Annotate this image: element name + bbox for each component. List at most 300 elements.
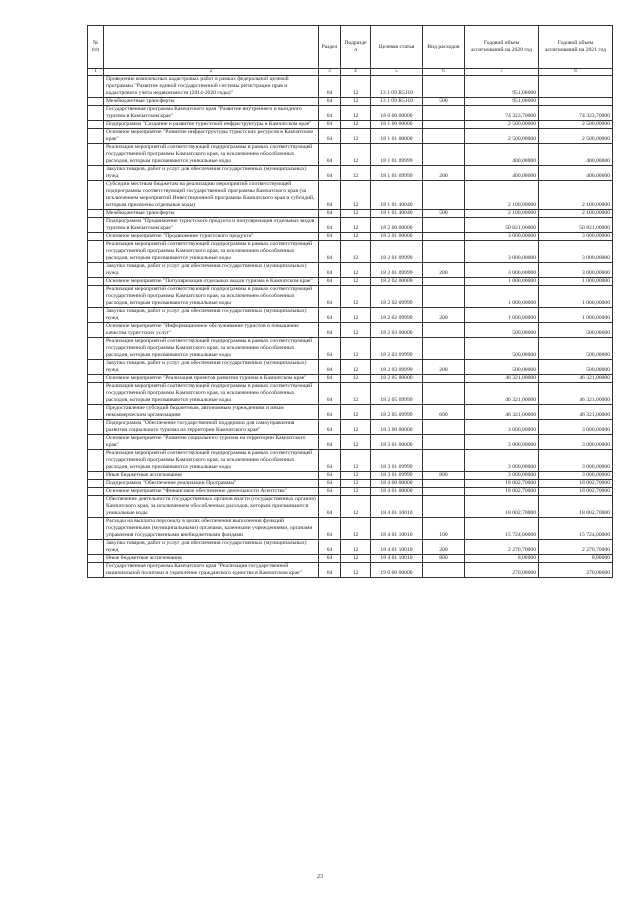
row-podrazdel-cell: 12 [341, 360, 371, 375]
row-podrazdel-cell: 12 [341, 144, 371, 166]
row-podrazdel-cell: 12 [341, 405, 371, 420]
row-2021-cell: 1 000,00000 [539, 286, 613, 308]
column-number: 2 [104, 69, 319, 76]
row-num-cell [88, 472, 104, 480]
row-podrazdel-cell: 12 [341, 278, 371, 286]
table-row [88, 129, 613, 144]
row-2020-cell: 46 321,00000 [465, 375, 539, 383]
row-razdel-cell: 04 [319, 338, 341, 360]
row-target-cell: 18 4 01 10010 [371, 518, 423, 540]
row-num-cell [88, 98, 104, 106]
column-number: 8 [539, 69, 613, 76]
table-row [88, 218, 613, 233]
row-target-cell: 18 3 01 00000 [371, 435, 423, 450]
row-2020-cell: 2 100,00000 [465, 181, 539, 210]
row-2021-cell: 46 321,00000 [539, 405, 613, 420]
row-2021-cell: 400,00000 [539, 166, 613, 181]
row-num-cell [88, 278, 104, 286]
table-header-row [88, 26, 613, 69]
row-name-cell: Проведение комплексных кадастровых работ в рамках федеральной целевой программы "Развитие единой государственной системы регистрации прав и кадастрового учета недвижимости (2014-2020 годы)" [104, 76, 319, 98]
row-num-cell [88, 480, 104, 488]
row-2020-cell: 18 002,70000 [465, 480, 539, 488]
row-name-cell: Основное мероприятие "Развитие социального туризма на территории Камчатского края" [104, 435, 319, 450]
row-target-cell: 18 1 00 00000 [371, 121, 423, 129]
row-razdel-cell: 04 [319, 360, 341, 375]
row-target-cell: 13 1 09 R5110 [371, 98, 423, 106]
row-name-cell: Межбюджетные трансферты [104, 210, 319, 218]
row-razdel-cell: 04 [319, 435, 341, 450]
row-num-cell [88, 435, 104, 450]
row-2021-cell: 74 323,70000 [539, 106, 613, 121]
row-target-cell: 18 2 03 09999 [371, 338, 423, 360]
row-razdel-cell: 04 [319, 480, 341, 488]
row-2020-cell: 400,00000 [465, 144, 539, 166]
row-num-cell [88, 210, 104, 218]
row-2020-cell: 46 321,00000 [465, 405, 539, 420]
header-target: Целевая статья [371, 26, 423, 69]
row-2021-cell: 2 500,00000 [539, 121, 613, 129]
row-2020-cell: 46 321,00000 [465, 383, 539, 405]
row-2020-cell: 3 000,00000 [465, 435, 539, 450]
row-2021-cell: 3 000,00000 [539, 263, 613, 278]
row-2020-cell: 2 100,00000 [465, 210, 539, 218]
row-2021-cell: 3 000,00000 [539, 450, 613, 472]
table-row [88, 106, 613, 121]
column-number-row [88, 69, 613, 76]
row-2020-cell: 3 000,00000 [465, 420, 539, 435]
row-name-cell: Государственная программа Камчатского края "Развитие внутреннего и въездного туризма в Камчатском крае" [104, 106, 319, 121]
row-vid-cell: 200 [423, 166, 465, 181]
table-row [88, 263, 613, 278]
row-2021-cell: 2 100,00000 [539, 181, 613, 210]
table-row [88, 323, 613, 338]
row-num-cell [88, 233, 104, 241]
row-razdel-cell: 04 [319, 121, 341, 129]
row-2020-cell: 3 000,00000 [465, 263, 539, 278]
row-2020-cell: 74 323,70000 [465, 106, 539, 121]
row-razdel-cell: 04 [319, 286, 341, 308]
row-name-cell: Основное мероприятие "Реализация проектов развития туризма в Камчатском крае" [104, 375, 319, 383]
row-target-cell: 18 2 03 09999 [371, 360, 423, 375]
row-target-cell: 18 1 01 09999 [371, 166, 423, 181]
row-target-cell: 18 2 02 09999 [371, 308, 423, 323]
row-target-cell: 18 4 00 00000 [371, 480, 423, 488]
row-2021-cell [539, 98, 613, 106]
row-2021-cell: 46 321,00000 [539, 383, 613, 405]
row-podrazdel-cell: 12 [341, 496, 371, 518]
row-num-cell [88, 375, 104, 383]
row-podrazdel-cell: 12 [341, 76, 371, 98]
row-2021-cell: 46 321,00000 [539, 375, 613, 383]
row-name-cell: Закупка товаров, работ и услуг для обеспечения государственных (муниципальных) нужд [104, 166, 319, 181]
row-target-cell: 18 0 00 00000 [371, 106, 423, 121]
row-podrazdel-cell: 12 [341, 472, 371, 480]
row-num-cell [88, 420, 104, 435]
row-vid-cell [423, 563, 465, 578]
row-2020-cell: 500,00000 [465, 323, 539, 338]
row-2020-cell: 50 821,00000 [465, 218, 539, 233]
table-row [88, 98, 613, 106]
row-num-cell [88, 129, 104, 144]
row-podrazdel-cell: 12 [341, 338, 371, 360]
table-row [88, 383, 613, 405]
row-vid-cell [423, 121, 465, 129]
row-vid-cell [423, 76, 465, 98]
row-name-cell: Предоставление субсидий бюджетным, автономным учреждениям и иным некоммерческим организациям [104, 405, 319, 420]
row-2021-cell: 18 002,70000 [539, 496, 613, 518]
row-target-cell: 18 2 03 00000 [371, 323, 423, 338]
row-num-cell [88, 286, 104, 308]
row-2020-cell: 1 000,00000 [465, 308, 539, 323]
table-row [88, 241, 613, 263]
row-razdel-cell: 04 [319, 518, 341, 540]
header-2021: Годовой объем ассигнований на 2021 год [539, 26, 613, 69]
row-2021-cell: 3 000,00000 [539, 435, 613, 450]
row-2021-cell: 8,00000 [539, 555, 613, 563]
row-vid-cell: 100 [423, 518, 465, 540]
column-number: 1 [88, 69, 104, 76]
row-vid-cell [423, 218, 465, 233]
row-target-cell: 18 1 01 09999 [371, 144, 423, 166]
table-row [88, 496, 613, 518]
row-2020-cell: 2 500,00000 [465, 121, 539, 129]
row-razdel-cell: 04 [319, 76, 341, 98]
row-razdel-cell: 04 [319, 241, 341, 263]
row-vid-cell [423, 375, 465, 383]
row-podrazdel-cell: 12 [341, 375, 371, 383]
row-target-cell: 18 2 00 00000 [371, 218, 423, 233]
row-razdel-cell: 04 [319, 383, 341, 405]
row-2020-cell: 500,00000 [465, 338, 539, 360]
row-vid-cell [423, 278, 465, 286]
row-podrazdel-cell: 12 [341, 233, 371, 241]
header-2020: Годовой объем ассигнований на 2020 год [465, 26, 539, 69]
column-number: 5 [371, 69, 423, 76]
row-2021-cell: 15 724,00000 [539, 518, 613, 540]
row-name-cell: Обеспечение деятельности государственных органов власти (государственных органов) Камчатского края, за исключением обособленных расходов, которым присваиваются уникальные коды [104, 496, 319, 518]
row-name-cell: Межбюджетные трансферты [104, 98, 319, 106]
row-razdel-cell: 04 [319, 181, 341, 210]
row-target-cell: 18 2 01 09999 [371, 263, 423, 278]
row-target-cell: 18 2 01 00000 [371, 233, 423, 241]
row-podrazdel-cell: 12 [341, 383, 371, 405]
header-razdel: Раздел [319, 26, 341, 69]
row-podrazdel-cell: 12 [341, 420, 371, 435]
row-name-cell: Подпрограмма "Обеспечение государственной поддержки для самоуправления развития социального туризма на территории Камчатского края" [104, 420, 319, 435]
row-num-cell [88, 450, 104, 472]
row-name-cell: Иные бюджетные ассигнования [104, 555, 319, 563]
row-razdel-cell: 04 [319, 308, 341, 323]
row-target-cell: 18 2 02 00000 [371, 278, 423, 286]
row-num-cell [88, 166, 104, 181]
table-row [88, 435, 613, 450]
table-row [88, 518, 613, 540]
row-name-cell: Закупка товаров, работ и услуг для обеспечения государственных (муниципальных) нужд [104, 263, 319, 278]
row-razdel-cell: 04 [319, 540, 341, 555]
row-target-cell: 19 0 00 00000 [371, 563, 423, 578]
row-name-cell: Реализация мероприятий соответствующей подпрограммы в рамках соответствующей государственной программы Камчатского края, за исключением обособленных расходов, которым присваиваются уникальные коды [104, 383, 319, 405]
row-name-cell: Закупка товаров, работ и услуг для обеспечения государственных (муниципальных) нужд [104, 360, 319, 375]
row-2021-cell: 270,00000 [539, 563, 613, 578]
row-2021-cell: 2 500,00000 [539, 129, 613, 144]
row-num-cell [88, 518, 104, 540]
row-razdel-cell: 04 [319, 129, 341, 144]
row-2021-cell: 3 000,00000 [539, 241, 613, 263]
row-razdel-cell: 04 [319, 488, 341, 496]
table-row [88, 338, 613, 360]
table-row [88, 181, 613, 210]
row-razdel-cell: 04 [319, 323, 341, 338]
row-podrazdel-cell: 12 [341, 540, 371, 555]
header-podrazdel: Подраздел [341, 26, 371, 69]
row-podrazdel-cell: 12 [341, 518, 371, 540]
row-target-cell: 18 2 05 09999 [371, 383, 423, 405]
row-vid-cell: 200 [423, 360, 465, 375]
column-number: 4 [341, 69, 371, 76]
row-name-cell: Подпрограмма "Создание и развитие туристской инфраструктуры в Камчатском крае" [104, 121, 319, 129]
row-num-cell [88, 383, 104, 405]
row-num-cell [88, 121, 104, 129]
row-vid-cell: 200 [423, 263, 465, 278]
row-2021-cell: 3 000,00000 [539, 233, 613, 241]
row-razdel-cell: 04 [319, 278, 341, 286]
row-vid-cell [423, 233, 465, 241]
row-name-cell: Расходы на выплаты персоналу в целях обеспечения выполнения функций государственными (муниципальными) органами, казенными учреждениями, органами управления государственными внебюджетными фондами [104, 518, 319, 540]
table-row [88, 360, 613, 375]
row-vid-cell [423, 338, 465, 360]
column-number: 3 [319, 69, 341, 76]
row-name-cell: Реализация мероприятий соответствующей подпрограммы в рамках соответствующей государственной программы Камчатского края, за исключением обособленных расходов, которым присваиваются уникальные коды [104, 450, 319, 472]
row-vid-cell [423, 181, 465, 210]
row-name-cell: Подпрограмма "Обеспечение реализации Программы" [104, 480, 319, 488]
row-vid-cell: 200 [423, 540, 465, 555]
table-row [88, 166, 613, 181]
row-2021-cell: 3 000,00000 [539, 472, 613, 480]
row-razdel-cell: 04 [319, 420, 341, 435]
row-target-cell: 18 1 01 00000 [371, 129, 423, 144]
column-number: 7 [465, 69, 539, 76]
row-podrazdel-cell: 12 [341, 435, 371, 450]
row-name-cell: Основное мероприятие "Информационное обслуживание туристов и повышение качества туристских услуг" [104, 323, 319, 338]
row-2020-cell: 3 000,00000 [465, 472, 539, 480]
row-podrazdel-cell: 12 [341, 555, 371, 563]
row-2020-cell: 270,00000 [465, 563, 539, 578]
row-2020-cell: 951,00000 [465, 76, 539, 98]
row-2020-cell: 15 724,00000 [465, 518, 539, 540]
row-razdel-cell: 04 [319, 405, 341, 420]
row-vid-cell: 500 [423, 98, 465, 106]
row-2020-cell: 18 002,70000 [465, 488, 539, 496]
row-name-cell: Субсидии местным бюджетам на реализацию мероприятий соответствующей подпрограммы соответствующей государственной программы Камчатского края (за исключением мероприятий Инвестиционной программы Камчатского края и субсидий, которым присвоены отдельные коды) [104, 181, 319, 210]
row-2020-cell: 400,00000 [465, 166, 539, 181]
row-2020-cell: 18 002,70000 [465, 496, 539, 518]
row-2021-cell: 500,00000 [539, 360, 613, 375]
row-target-cell: 18 2 02 09999 [371, 286, 423, 308]
row-razdel-cell: 04 [319, 166, 341, 181]
table-row [88, 286, 613, 308]
table-row [88, 405, 613, 420]
row-num-cell [88, 144, 104, 166]
row-2020-cell: 500,00000 [465, 360, 539, 375]
row-2020-cell: 3 000,00000 [465, 233, 539, 241]
column-number: 6 [423, 69, 465, 76]
table-row [88, 210, 613, 218]
row-name-cell: Реализация мероприятий соответствующей подпрограммы в рамках соответствующей государственной программы Камчатского края, за исключением обособленных расходов, которым присваиваются уникальные коды [104, 286, 319, 308]
row-2020-cell: 2 270,70000 [465, 540, 539, 555]
row-num-cell [88, 241, 104, 263]
row-vid-cell [423, 450, 465, 472]
table-row [88, 308, 613, 323]
row-vid-cell: 200 [423, 308, 465, 323]
row-2021-cell: 50 821,00000 [539, 218, 613, 233]
row-razdel-cell: 04 [319, 496, 341, 518]
row-2021-cell: 2 270,70000 [539, 540, 613, 555]
row-2021-cell: 400,00000 [539, 144, 613, 166]
row-target-cell: 18 3 01 09999 [371, 472, 423, 480]
row-target-cell: 18 4 01 10010 [371, 555, 423, 563]
table-row [88, 480, 613, 488]
row-2020-cell: 1 000,00000 [465, 278, 539, 286]
table-row [88, 472, 613, 480]
row-target-cell: 18 4 01 10010 [371, 496, 423, 518]
row-2021-cell: 1 000,00000 [539, 278, 613, 286]
table-row [88, 450, 613, 472]
row-vid-cell [423, 420, 465, 435]
row-razdel-cell: 04 [319, 472, 341, 480]
row-vid-cell [423, 488, 465, 496]
header-name [104, 26, 319, 69]
row-2021-cell [539, 76, 613, 98]
row-podrazdel-cell: 12 [341, 563, 371, 578]
row-podrazdel-cell: 12 [341, 308, 371, 323]
budget-document-page [87, 25, 612, 578]
row-razdel-cell: 04 [319, 555, 341, 563]
row-target-cell: 18 4 01 10010 [371, 540, 423, 555]
row-2021-cell: 18 002,70000 [539, 480, 613, 488]
row-podrazdel-cell: 12 [341, 323, 371, 338]
row-podrazdel-cell: 12 [341, 129, 371, 144]
row-vid-cell [423, 286, 465, 308]
row-vid-cell [423, 480, 465, 488]
row-target-cell: 18 2 05 00000 [371, 375, 423, 383]
table-row [88, 278, 613, 286]
row-razdel-cell: 04 [319, 98, 341, 106]
row-target-cell: 13 1 09 R5110 [371, 76, 423, 98]
row-razdel-cell: 04 [319, 563, 341, 578]
row-num-cell [88, 181, 104, 210]
budget-table [87, 25, 613, 578]
row-name-cell: Иные бюджетные ассигнования [104, 472, 319, 480]
row-razdel-cell: 04 [319, 218, 341, 233]
row-2021-cell: 500,00000 [539, 323, 613, 338]
row-num-cell [88, 496, 104, 518]
row-name-cell: Основное мероприятие "Развитие инфраструктуры туристских ресурсов в Камчатском крае" [104, 129, 319, 144]
row-podrazdel-cell: 12 [341, 450, 371, 472]
row-num-cell [88, 488, 104, 496]
row-target-cell: 18 3 01 09999 [371, 450, 423, 472]
row-num-cell [88, 263, 104, 278]
table-row [88, 144, 613, 166]
table-row [88, 563, 613, 578]
row-name-cell: Реализация мероприятий соответствующей подпрограммы в рамках соответствующей государственной программы Камчатского края, за исключением обособленных расходов, которым присваиваются уникальные коды [104, 241, 319, 263]
table-row [88, 555, 613, 563]
row-target-cell: 18 2 01 09999 [371, 241, 423, 263]
row-num-cell [88, 555, 104, 563]
row-podrazdel-cell: 12 [341, 210, 371, 218]
table-row [88, 121, 613, 129]
row-num-cell [88, 308, 104, 323]
row-2020-cell: 3 000,00000 [465, 450, 539, 472]
row-vid-cell [423, 383, 465, 405]
table-row [88, 420, 613, 435]
row-podrazdel-cell: 12 [341, 121, 371, 129]
table-row [88, 76, 613, 98]
header-vid: Вид расходов [423, 26, 465, 69]
row-2021-cell: 1 000,00000 [539, 308, 613, 323]
row-razdel-cell: 04 [319, 375, 341, 383]
row-vid-cell [423, 241, 465, 263]
row-num-cell [88, 76, 104, 98]
row-target-cell: 18 4 01 00000 [371, 488, 423, 496]
row-podrazdel-cell: 12 [341, 480, 371, 488]
row-podrazdel-cell: 12 [341, 488, 371, 496]
row-2020-cell: 8,00000 [465, 555, 539, 563]
row-2021-cell: 2 100,00000 [539, 210, 613, 218]
row-podrazdel-cell: 12 [341, 181, 371, 210]
table-row [88, 540, 613, 555]
row-vid-cell [423, 435, 465, 450]
row-vid-cell [423, 144, 465, 166]
row-target-cell: 18 2 05 09999 [371, 405, 423, 420]
row-podrazdel-cell: 12 [341, 263, 371, 278]
row-2020-cell: 1 000,00000 [465, 286, 539, 308]
row-podrazdel-cell: 12 [341, 218, 371, 233]
row-razdel-cell: 04 [319, 233, 341, 241]
row-2021-cell: 3 000,00000 [539, 420, 613, 435]
row-podrazdel-cell: 12 [341, 98, 371, 106]
table-row [88, 375, 613, 383]
row-num-cell [88, 218, 104, 233]
row-2020-cell: 3 000,00000 [465, 241, 539, 263]
row-name-cell: Основное мероприятие "Продвижение туристского продукта" [104, 233, 319, 241]
row-razdel-cell: 04 [319, 450, 341, 472]
row-name-cell: Государственная программа Камчатского края "Реализация государственной национальной политики и укрепление гражданского единства в Камчатском крае" [104, 563, 319, 578]
row-num-cell [88, 405, 104, 420]
row-razdel-cell: 04 [319, 144, 341, 166]
row-num-cell [88, 338, 104, 360]
row-name-cell: Закупка товаров, работ и услуг для обеспечения государственных (муниципальных) нужд [104, 308, 319, 323]
table-body [88, 76, 613, 578]
row-name-cell: Основное мероприятие "Финансовое обеспечение деятельности Агентства" [104, 488, 319, 496]
page-number: 23 [317, 874, 323, 880]
row-name-cell: Реализация мероприятий соответствующей подпрограммы в рамках соответствующей государственной программы Камчатского края, за исключением обособленных расходов, которым присваиваются уникальные коды [104, 338, 319, 360]
row-2020-cell: 2 500,00000 [465, 129, 539, 144]
row-razdel-cell: 04 [319, 263, 341, 278]
row-razdel-cell: 04 [319, 210, 341, 218]
row-num-cell [88, 563, 104, 578]
row-podrazdel-cell: 12 [341, 286, 371, 308]
row-vid-cell [423, 496, 465, 518]
row-2021-cell: 500,00000 [539, 338, 613, 360]
row-num-cell [88, 360, 104, 375]
row-num-cell [88, 540, 104, 555]
row-vid-cell [423, 106, 465, 121]
row-podrazdel-cell: 12 [341, 106, 371, 121]
row-2021-cell: 18 002,70000 [539, 488, 613, 496]
row-2020-cell: 951,00000 [465, 98, 539, 106]
row-name-cell: Реализация мероприятий соответствующей подпрограммы в рамках соответствующей государственной программы Камчатского края, за исключением обособленных расходов, которым присваиваются уникальные коды [104, 144, 319, 166]
row-razdel-cell: 04 [319, 106, 341, 121]
